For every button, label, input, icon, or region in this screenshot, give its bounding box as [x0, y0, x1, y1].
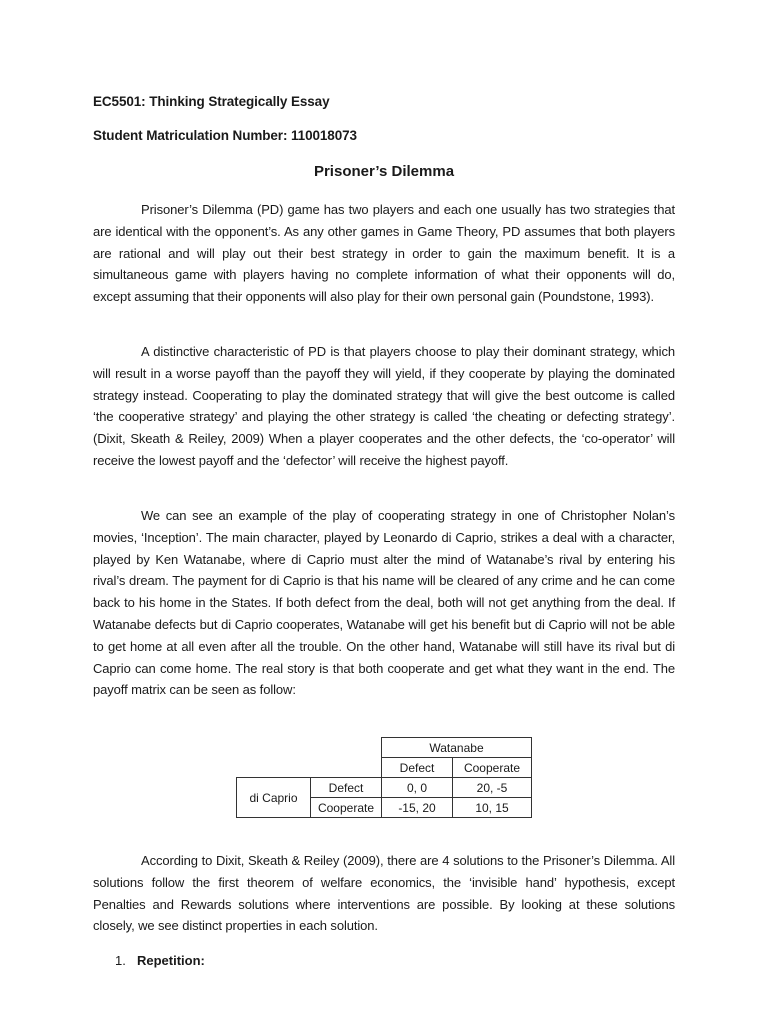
col-strategy-defect: Defect: [382, 758, 453, 778]
paragraph-2: A distinctive characteristic of PD is that players choose to play their dominant strategy, which will result in a worse payoff than the payoff they will yield, if they cooperate by playing the dominated strategy instead. Cooperating to play the dominated strategy that will give the best outcome is called ‘the cooperative strategy’ and playing the other strategy is called ‘the cheating or defecting strategy’. (Dixit, Skeath & Reiley, 2009) When a player cooperates and the other defects, the ‘co-operator’ will receive the lowest payoff and the ‘defector’ will receive the highest payoff.: [93, 344, 675, 468]
list-label: Repetition:: [137, 953, 205, 968]
student-number-heading: Student Matriculation Number: 110018073: [93, 128, 357, 143]
payoff-cell: 0, 0: [382, 778, 453, 798]
essay-title: Prisoner’s Dilemma: [313, 163, 455, 180]
payoff-cell: 10, 15: [453, 798, 532, 818]
payoff-cell: -15, 20: [382, 798, 453, 818]
col-player-cell: Watanabe: [382, 738, 532, 758]
paragraph-1: Prisoner’s Dilemma (PD) game has two players and each one usually has two strategies that are identical with the opponent’s. As any other games in Game Theory, PD assumes that both players are rational and will play out their best strategy in order to gain the maximum benefit. It is a simultaneous game with players having no complete information of what their opponents will do, except assuming that their opponents will also play for their own personal gain (Poundstone, 1993).: [93, 202, 675, 305]
row-player-cell: di Caprio: [237, 778, 311, 818]
row-strategy-defect: Defect: [311, 778, 382, 798]
payoff-cell: 20, -5: [453, 778, 532, 798]
row-strategy-cooperate: Cooperate: [311, 798, 382, 818]
paragraph-4: According to Dixit, Skeath & Reiley (2009), there are 4 solutions to the Prisoner’s Dilemma. All solutions follow the first theorem of welfare economics, the ‘invisible hand’ hypothesis, except Penalties and Rewards solutions where interventions are possible. By looking at these solutions closely, we see distinct properties in each solution.: [93, 853, 675, 934]
payoff-matrix: [236, 737, 532, 818]
paragraph-3: We can see an example of the play of cooperating strategy in one of Christopher Nolan’s movies, ‘Inception’. The main character, played by Leonardo di Caprio, strikes a deal with a character, played by Ken Watanabe, where di Caprio must alter the mind of Watanabe’s rival by entering his rival’s dream. The payment for di Caprio is that his name will be cleared of any crime and he can come back to his home in the States. If both defect from the deal, both will not get anything from the deal. If Watanabe defects but di Caprio cooperates, Watanabe will get his benefit but di Caprio will not be able to get home at all even after all the trouble. On the other hand, Watanabe will still have its rival but di Caprio can come home. The real story is that both cooperate and get what they want in the end. The payoff matrix can be seen as follow:: [93, 508, 675, 698]
list-item: [115, 953, 205, 968]
col-strategy-cooperate: Cooperate: [453, 758, 532, 778]
list-number: 1.: [115, 953, 126, 968]
course-heading: EC5501: Thinking Strategically Essay: [93, 94, 330, 109]
